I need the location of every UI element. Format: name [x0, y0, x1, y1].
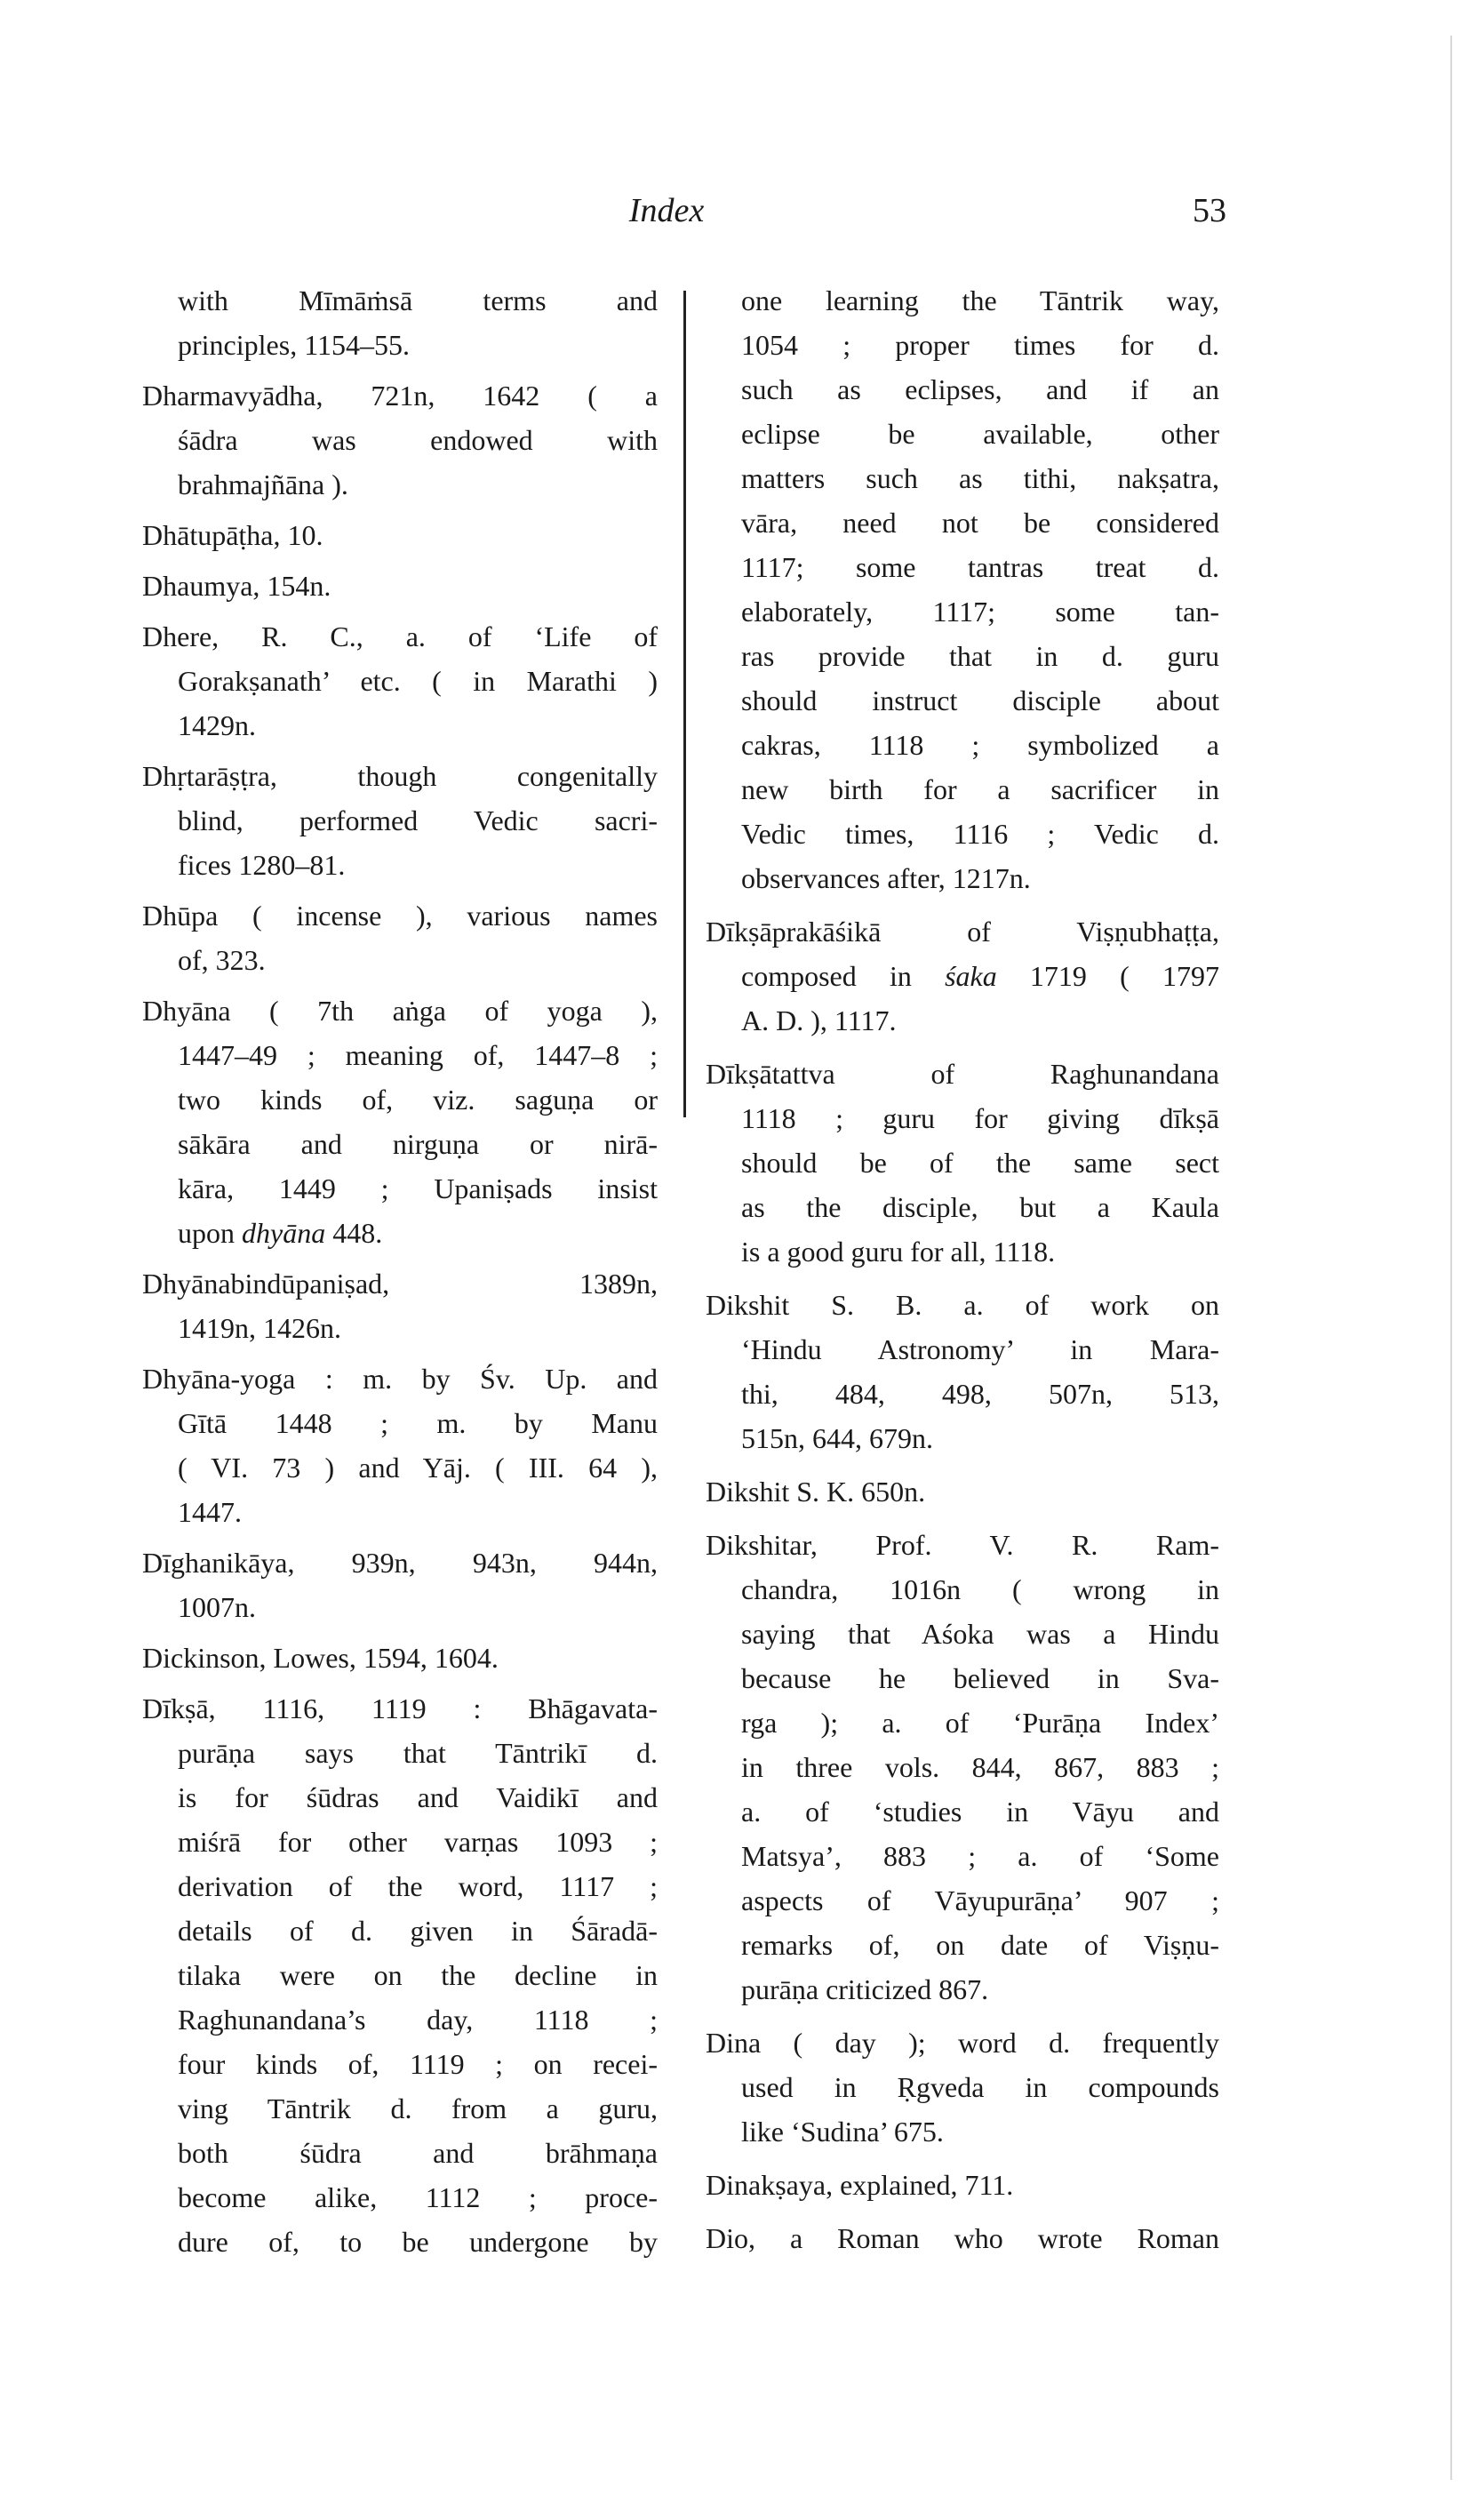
index-entry-line: should instruct disciple about	[741, 684, 1219, 716]
index-entry-line: ‘Hindu Astronomy’ in Mara-	[741, 1333, 1219, 1365]
index-entry-line: blind, performed Vedic sacri-	[178, 804, 658, 836]
index-entry-line: Dhyānabindūpaniṣad, 1389n,	[142, 1268, 658, 1300]
index-entry-line: four kinds of, 1119 ; on recei-	[178, 2048, 658, 2080]
index-entry-line: because he believed in Sva-	[741, 1662, 1219, 1694]
index-entry-line: Dīghanikāya, 939n, 943n, 944n,	[142, 1547, 658, 1579]
index-entry-line: 1447–49 ; meaning of, 1447–8 ;	[178, 1039, 658, 1071]
index-entry-line: both śūdra and brāhmaṇa	[178, 2137, 658, 2169]
index-entry-line: Vedic times, 1116 ; Vedic d.	[741, 818, 1219, 850]
index-entry-line: a. of ‘studies in Vāyu and	[741, 1796, 1219, 1828]
index-entry-line: purāṇa says that Tāntrikī d.	[178, 1737, 658, 1769]
index-entry	[706, 2163, 1219, 2207]
index-entry-line: Gītā 1448 ; m. by Manu	[178, 1407, 658, 1439]
index-entry-line: of, 323.	[178, 944, 266, 976]
index-entry-line	[706, 954, 1219, 998]
index-entry-line: miśrā for other varṇas 1093 ;	[178, 1826, 658, 1858]
running-header-title: Index	[628, 192, 705, 229]
index-entry-line: vāra, need not be considered	[741, 507, 1219, 539]
index-entry-line: 1117; some tantras treat d.	[741, 551, 1219, 583]
italic-term: dhyāna	[242, 1217, 326, 1249]
index-entry-line: 1419n, 1426n.	[178, 1312, 341, 1344]
index-entry-line: brahmajñāna ).	[178, 468, 348, 500]
index-entry	[706, 909, 1219, 1043]
index-entry-line: Dhaumya, 154n.	[142, 570, 331, 602]
index-entry-line: kāra, 1449 ; Upaniṣads insist	[178, 1172, 658, 1204]
index-entry-line: with Mīmāṁsā terms and	[178, 284, 658, 316]
index-entry-line: Dīkṣātattva of Raghunandana	[706, 1058, 1219, 1090]
index-entry-line: remarks of, on date of Viṣṇu-	[741, 1929, 1219, 1961]
index-entry-line: 1007n.	[178, 1591, 256, 1623]
index-entry-line: Dhyāna-yoga : m. by Śv. Up. and	[142, 1363, 658, 1395]
index-entry-line: Matsya’, 883 ; a. of ‘Some	[741, 1840, 1219, 1872]
index-entry-line: saying that Aśoka was a Hindu	[741, 1618, 1219, 1650]
index-entry	[142, 513, 658, 557]
index-entry-line: two kinds of, viz. saguṇa or	[178, 1084, 658, 1116]
index-entry	[142, 893, 658, 982]
index-entry-line: ving Tāntrik d. from a guru,	[178, 2092, 658, 2124]
index-entry-line: Gorakṣanath’ etc. ( in Marathi )	[178, 665, 658, 697]
index-entry-line: observances after, 1217n.	[741, 862, 1031, 894]
index-entry-line: 1447.	[178, 1496, 242, 1528]
index-entry-line: Dio, a Roman who wrote Roman	[706, 2222, 1219, 2254]
index-entry-line: Dhātupāṭha, 10.	[142, 519, 323, 551]
index-entry-line: principles, 1154–55.	[178, 329, 410, 361]
index-entry-line: śādra was endowed with	[178, 424, 658, 456]
index-entry-line: Dhṛtarāṣṭra, though congenitally	[142, 760, 658, 792]
index-entry-line: A. D. ), 1117.	[741, 1004, 897, 1036]
index-entry-line: Dīkṣā, 1116, 1119 : Bhāgavata-	[142, 1692, 658, 1724]
index-entry-line: Dīkṣāprakāśikā of Viṣṇubhaṭṭa,	[706, 916, 1219, 948]
index-entry-line: cakras, 1118 ; symbolized a	[741, 729, 1219, 761]
index-entry-line: new birth for a sacrificer in	[741, 773, 1219, 805]
index-entry-line: matters such as tithi, nakṣatra,	[741, 462, 1219, 494]
index-entry-line: ras provide that in d. guru	[741, 640, 1219, 672]
page-number: 53	[1193, 192, 1226, 229]
italic-term: śaka	[945, 960, 997, 992]
index-entry-line: dure of, to be undergone by	[178, 2226, 658, 2258]
index-entry-line: 515n, 644, 679n.	[741, 1422, 933, 1454]
index-entry-line: thi, 484, 498, 507n, 513,	[741, 1378, 1219, 1410]
index-entry	[142, 373, 658, 507]
index-entry-line: 1054 ; proper times for d.	[741, 329, 1219, 361]
index-column-right	[706, 278, 1219, 2260]
index-entry	[706, 2020, 1219, 2154]
index-entry-line: one learning the Tāntrik way,	[741, 284, 1219, 316]
index-entry-line: Dhūpa ( incense ), various names	[142, 900, 658, 932]
index-entry-line: Dikshit S. B. a. of work on	[706, 1289, 1219, 1321]
index-entry-line: eclipse be available, other	[741, 418, 1219, 450]
index-entry	[706, 1283, 1219, 1460]
index-entry-line: Dharmavyādha, 721n, 1642 ( a	[142, 380, 658, 412]
index-entry	[142, 564, 658, 608]
index-entry-line: Dikshitar, Prof. V. R. Ram-	[706, 1529, 1219, 1561]
index-entry	[142, 988, 658, 1255]
index-entry	[142, 754, 658, 887]
index-entry-line: Dickinson, Lowes, 1594, 1604.	[142, 1642, 499, 1674]
index-entry	[706, 2216, 1219, 2260]
index-entry-line: as the disciple, but a Kaula	[741, 1191, 1219, 1223]
index-entry-line	[142, 1211, 658, 1255]
index-entry-line: Dinakṣaya, explained, 711.	[706, 2169, 1014, 2201]
index-entry-line: 1118 ; guru for giving dīkṣā	[741, 1102, 1219, 1134]
index-entry	[142, 1261, 658, 1350]
index-entry-line: in three vols. 844, 867, 883 ;	[741, 1751, 1219, 1783]
index-entry-line: is a good guru for all, 1118.	[741, 1236, 1056, 1268]
index-entry-line: chandra, 1016n ( wrong in	[741, 1573, 1219, 1605]
index-entry	[142, 1686, 658, 2264]
index-entry-line: become alike, 1112 ; proce-	[178, 2181, 658, 2213]
index-entry-line: ( VI. 73 ) and Yāj. ( III. 64 ),	[178, 1452, 658, 1484]
index-entry-line: is for śūdras and Vaidikī and	[178, 1781, 658, 1813]
index-entry-line: elaborately, 1117; some tan-	[741, 596, 1219, 628]
index-entry	[142, 1540, 658, 1629]
index-entry-line: Dhyāna ( 7th aṅga of yoga ),	[142, 995, 658, 1027]
index-entry-line: Dhere, R. C., a. of ‘Life of	[142, 620, 658, 652]
page-edge-line	[1450, 36, 1452, 2480]
index-entry-line: details of d. given in Śāradā-	[178, 1915, 658, 1947]
index-entry-line: purāṇa criticized 867.	[741, 1973, 989, 2005]
index-entry	[706, 278, 1219, 900]
index-entry-line: fices 1280–81.	[178, 849, 346, 881]
index-entry-line: such as eclipses, and if an	[741, 373, 1219, 405]
index-entry-line: Dina ( day ); word d. frequently	[706, 2027, 1219, 2059]
text-segment: upon	[178, 1217, 242, 1249]
text-segment: 448.	[325, 1217, 383, 1249]
index-entry-line: aspects of Vāyupurāṇa’ 907 ;	[741, 1884, 1219, 1916]
index-entry-line: should be of the same sect	[741, 1147, 1219, 1179]
index-entry-line: like ‘Sudina’ 675.	[741, 2116, 944, 2148]
index-entry	[142, 278, 658, 367]
index-entry-line: used in Ṛgveda in compounds	[741, 2071, 1219, 2103]
index-entry-line: derivation of the word, 1117 ;	[178, 1870, 658, 1902]
index-entry	[142, 1356, 658, 1534]
index-entry-line: rga ); a. of ‘Purāṇa Index’	[741, 1707, 1219, 1739]
index-entry	[142, 1636, 658, 1680]
index-column-left	[142, 278, 658, 2264]
index-entry	[142, 614, 658, 748]
index-entry	[706, 1469, 1219, 1514]
text-segment: 1719 ( 1797	[996, 960, 1219, 992]
index-entry	[706, 1052, 1219, 1274]
index-entry	[706, 1523, 1219, 2012]
text-segment: composed in	[741, 960, 946, 992]
column-divider	[683, 291, 686, 1117]
index-entry-line: Raghunandana’s day, 1118 ;	[178, 2004, 658, 2036]
index-entry-line: tilaka were on the decline in	[178, 1959, 658, 1991]
index-entry-line: Dikshit S. K. 650n.	[706, 1476, 926, 1508]
index-entry-line: sākāra and nirguṇa or nirā-	[178, 1128, 658, 1160]
index-entry-line: 1429n.	[178, 709, 256, 741]
